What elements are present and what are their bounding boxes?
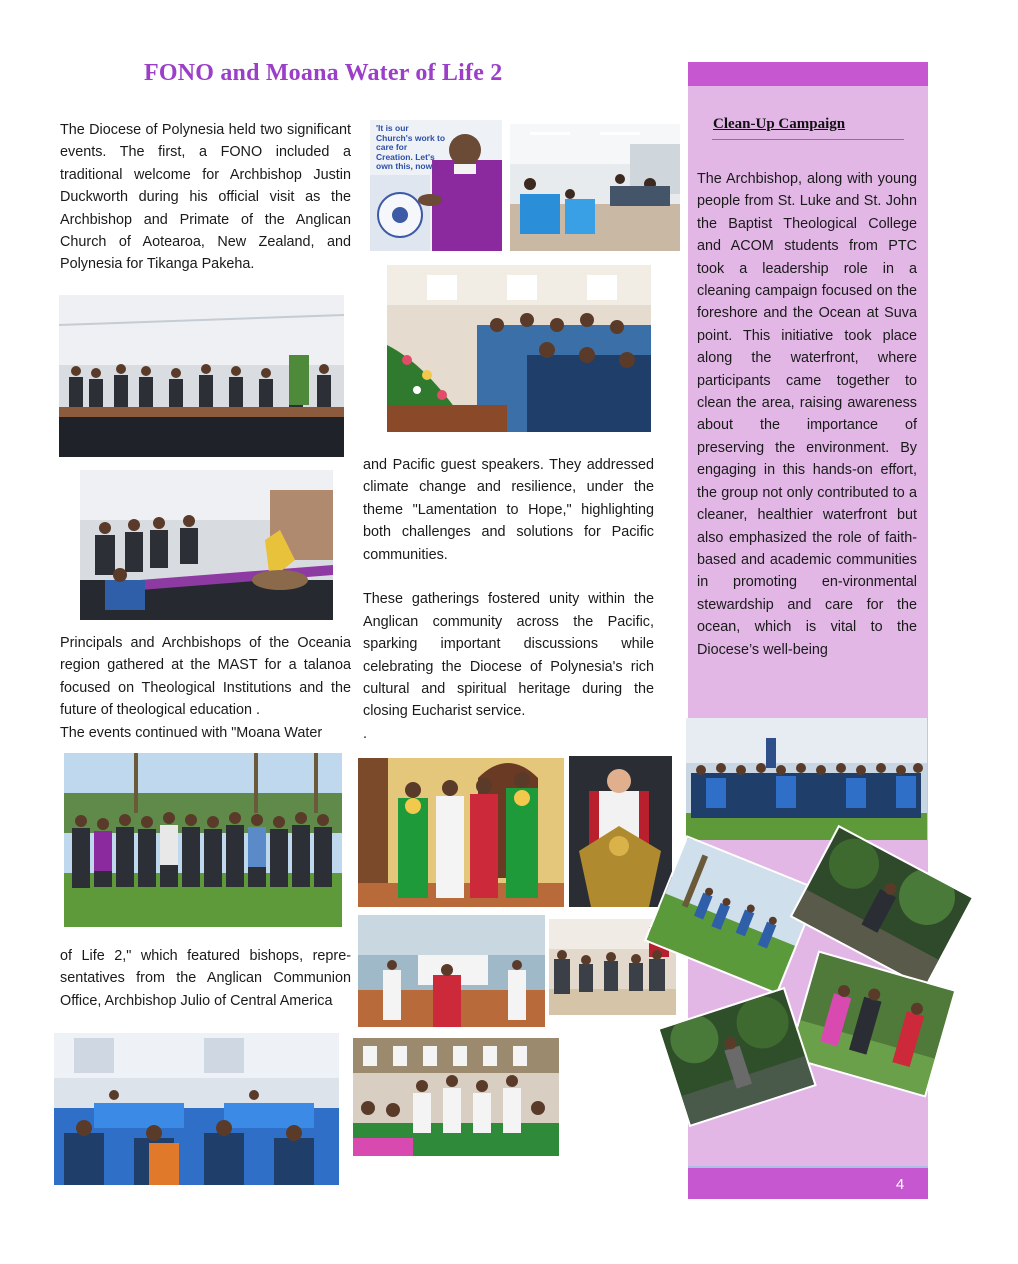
column2-text-block (363, 454, 654, 745)
intro-paragraph (60, 119, 351, 276)
sidebar-heading-rule (712, 139, 904, 140)
sidebar-top-bar (688, 62, 928, 86)
photo-traditional-welcome (80, 470, 333, 620)
photo-outdoor-group (64, 753, 342, 927)
page-number: 4 (895, 1176, 905, 1193)
photo-bishops-vestments (358, 758, 564, 907)
intro-text: The Diocese of Polynesia held two significant events. The first, a FONO included a traditional welcome for Archbishop Justin Duckworth during his official visit as the Archbishop and Primate of the Anglican Church of Aotearoa, New Zealand, and Polynesia for Tikanga Pakeha. (60, 122, 351, 273)
photo-speaker (370, 120, 502, 251)
page-title: FONO and Moana Water of Life 2 (144, 60, 503, 86)
unity-text: These gatherings fostered unity within the Anglican community across the Pacific, sparking important discussions while celebrating the Diocese of Polynesia's rich cultural and spiritual heritage during the closing Eucharist service. (363, 591, 654, 720)
photo-table-meeting (54, 1033, 339, 1185)
photo-celebration-dance (353, 1038, 559, 1156)
continuation-text: The events continued with "Moana Water (60, 724, 323, 741)
photo-conference-hall (510, 124, 680, 251)
photo-tent-fono (59, 295, 344, 457)
moana-text: of Life 2," which featured bishops, repre-sentatives from the Anglican Communion Office, Archbishop Julio of Central America (60, 948, 351, 1009)
photo-eucharist (358, 915, 545, 1027)
moana-paragraph (60, 945, 351, 1012)
talanoa-text: Principals and Archbishops of the Oceania region gathered at the MAST for a talanoa focused on Theological Institutions and the future of theological education . (60, 635, 351, 719)
sidebar-heading: Clean-Up Campaign (713, 116, 846, 132)
photo-congregation (387, 265, 651, 432)
photo-cleanup-group (686, 718, 927, 840)
sidebar-body: The Archbishop, along with young people from St. Luke and St. John the Baptist Theological College and ACOM students from PTC took a leadership role in a cleaning campaign focused on the foreshore and the Ocean at Suva point. This initiative took place along the waterfront, where participants came together to clean the area, raising awareness about the importance of preserving the environment. By engaging in this hands-on effort, the group not only contributed to a cleaner, healthier waterfront but also emphasized the role of faith-based and academic communities in promoting en-vironmental stewardship and care for the ocean, which is vital to the Diocese’s well-being (697, 171, 917, 658)
photo-quote-text: 'It is our Church's work to care for Creation. Let's own this, now.' (376, 123, 446, 171)
trailing-dot: . (363, 725, 367, 742)
talanoa-paragraph (60, 632, 351, 744)
speakers-text: and Pacific guest speakers. They addressed climate change and resilience, under the theme "Lamentation to Hope," highlighting both challenges and solutions for Pacific communities. (363, 457, 654, 563)
photo-lectern (569, 756, 672, 907)
